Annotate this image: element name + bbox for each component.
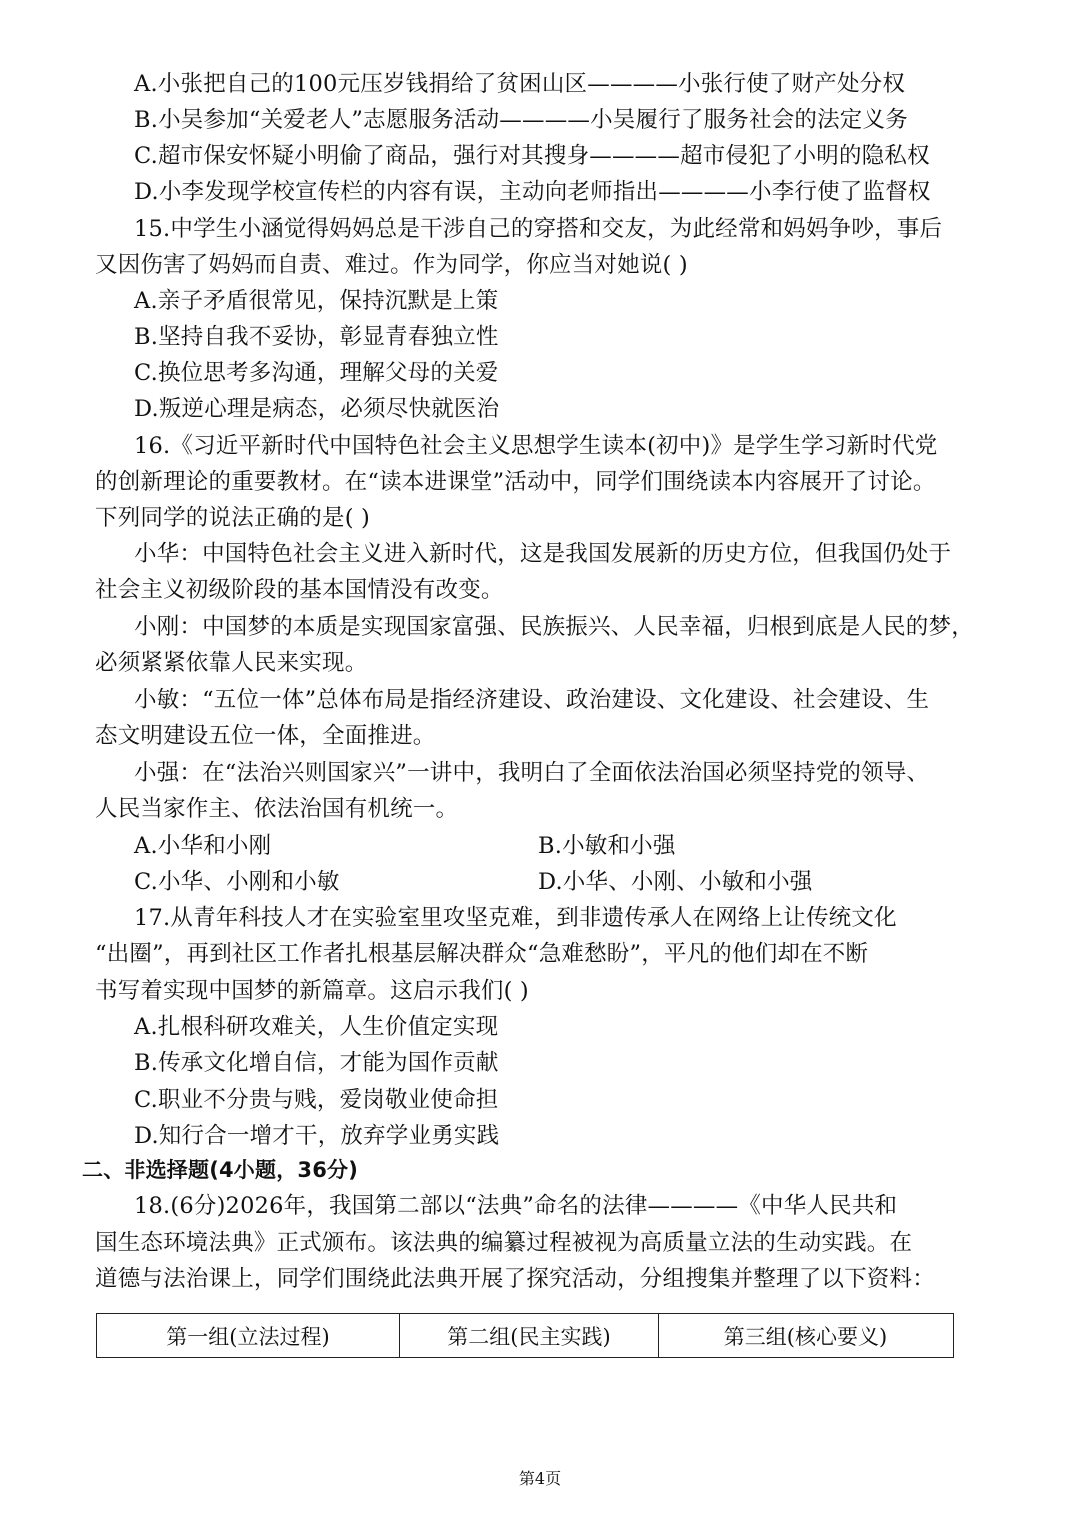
section-2-title: 二、非选择题(4小题，36分) <box>82 1158 359 1182</box>
q17-stem-line1: 17.从青年科技人才在实验室里攻坚克难，到非遗传承人在网络上让传统文化 <box>134 905 897 931</box>
q17-option-d: D.知行合一增才干，放弃学业勇实践 <box>134 1123 500 1149</box>
q16-statement-xiaohua-2: 社会主义初级阶段的基本国情没有改变。 <box>95 577 504 603</box>
q15-option-c: C.换位思考多沟通，理解父母的关爱 <box>134 360 499 386</box>
q17-option-a: A.扎根科研攻难关，人生价值定实现 <box>134 1014 499 1040</box>
q17-option-b: B.传承文化增自信，才能为国作贡献 <box>134 1050 499 1076</box>
q15-option-d: D.叛逆心理是病态，必须尽快就医治 <box>134 396 500 422</box>
table-header-group3: 第三组(核心要义) <box>723 1324 888 1349</box>
q15-stem-line2: 又因伤害了妈妈而自责、难过。作为同学，你应当对她说( ) <box>95 252 688 278</box>
q16-statement-xiaoqiang-2: 人民当家作主、依法治国有机统一。 <box>95 796 459 822</box>
q16-stem-line2: 的创新理论的重要教材。在“读本进课堂”活动中，同学们围绕读本内容展开了讨论。 <box>95 469 936 495</box>
q15-stem-line1: 15.中学生小涵觉得妈妈总是干涉自己的穿搭和交友，为此经常和妈妈争吵，事后 <box>134 216 943 242</box>
q15-option-a: A.亲子矛盾很常见，保持沉默是上策 <box>134 288 499 314</box>
q17-stem-line3: 书写着实现中国梦的新篇章。这启示我们( ) <box>95 978 529 1004</box>
q16-statement-xiaoqiang-1: 小强：在“法治兴则国家兴”一讲中，我明白了全面依法治国必须坚持党的领导、 <box>134 760 930 786</box>
table-header-group1: 第一组(立法过程) <box>97 1314 400 1357</box>
q15-option-b: B.坚持自我不妥协，彰显青春独立性 <box>134 324 499 350</box>
q17-option-c: C.职业不分贵与贱，爱岗敬业使命担 <box>134 1087 499 1113</box>
q14-option-d: D.小李发现学校宣传栏的内容有误，主动向老师指出————小李行使了监督权 <box>134 179 931 205</box>
q14-option-a: A.小张把自己的100元压岁钱捐给了贫困山区————小张行使了财产处分权 <box>134 71 906 97</box>
q16-stem-line3: 下列同学的说法正确的是( ) <box>95 505 371 531</box>
q16-option-c: C.小华、小刚和小敏 <box>134 869 340 895</box>
q16-statement-xiaohua-1: 小华：中国特色社会主义进入新时代，这是我国发展新的历史方位，但我国仍处于 <box>134 541 952 567</box>
page-number: 第4页 <box>518 1469 562 1488</box>
q18-line1: 18.(6分)2026年，我国第二部以“法典”命名的法律————《中华人民共和 <box>134 1193 898 1219</box>
q16-option-d: D.小华、小刚、小敏和小强 <box>538 869 813 895</box>
q14-option-c: C.超市保安怀疑小明偷了商品，强行对其搜身————超市侵犯了小明的隐私权 <box>134 143 930 169</box>
table-header-group2: 第二组(民主实践) <box>400 1314 659 1357</box>
q16-statement-xiaomin-1: 小敏：“五位一体”总体布局是指经济建设、政治建设、文化建设、社会建设、生 <box>134 687 930 713</box>
q16-stem-line1: 16.《习近平新时代中国特色社会主义思想学生读本(初中)》是学生学习新时代党 <box>134 433 938 459</box>
q16-statement-xiaogang-2: 必须紧紧依靠人民来实现。 <box>95 650 368 676</box>
q14-option-b: B.小吴参加“关爱老人”志愿服务活动————小吴履行了服务社会的法定义务 <box>134 107 908 133</box>
q18-line2: 国生态环境法典》正式颁布。该法典的编纂过程被视为高质量立法的生动实践。在 <box>95 1230 913 1256</box>
q16-option-a: A.小华和小刚 <box>134 833 272 859</box>
q16-statement-xiaomin-2: 态文明建设五位一体，全面推进。 <box>95 723 436 749</box>
q16-option-b: B.小敏和小强 <box>538 833 676 859</box>
q18-line3: 道德与法治课上，同学们围绕此法典开展了探究活动，分组搜集并整理了以下资料： <box>95 1266 935 1292</box>
q17-stem-line2: “出圈”，再到社区工作者扎根基层解决群众“急难愁盼”，平凡的他们却在不断 <box>95 941 869 967</box>
materials-table <box>96 1313 954 1358</box>
q16-statement-xiaogang-1: 小刚：中国梦的本质是实现国家富强、民族振兴、人民幸福，归根到底是人民的梦， <box>134 614 974 640</box>
